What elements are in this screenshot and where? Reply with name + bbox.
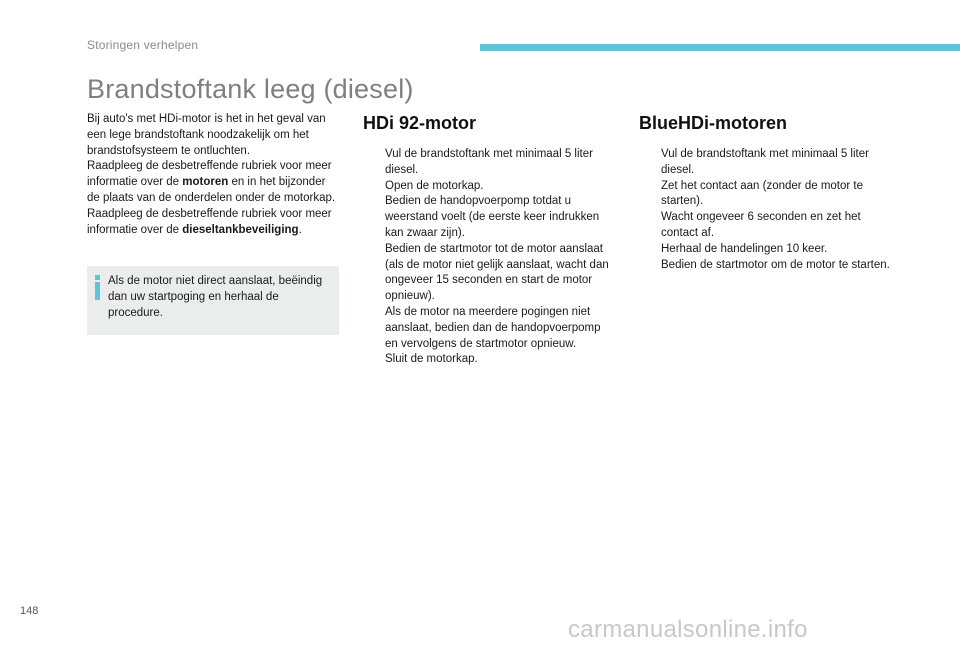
- list-item: Herhaal de handelingen 10 keer.: [661, 242, 828, 255]
- intro-paragraph-2: [87, 159, 339, 206]
- watermark: carmanualsonline.info: [568, 616, 808, 643]
- list-item: Bedien de startmotor om de motor te starten.: [661, 258, 890, 271]
- section-accent-bar: [480, 44, 960, 51]
- intro-column: [87, 112, 339, 335]
- bluehdi-column: [639, 112, 891, 273]
- info-note-text: Als de motor niet direct aanslaat, beëindig dan uw startpoging en herhaal de procedure.: [108, 275, 323, 319]
- intro-text: [87, 112, 339, 238]
- motoren-link-text: motoren: [182, 176, 229, 189]
- intro-p2-text: Raadpleeg de desbetreffende rubriek voor meer informatie over de: [87, 160, 332, 189]
- intro-p3-text-end: .: [298, 223, 302, 236]
- page-title: Brandstoftank leeg (diesel): [87, 74, 414, 104]
- bluehdi-steps-list: [639, 147, 891, 273]
- intro-paragraph-3: [87, 207, 339, 239]
- info-icon: [95, 275, 101, 303]
- intro-p3-text: Raadpleeg de desbetreffende rubriek voor meer informatie over de: [87, 207, 332, 236]
- hdi-steps-list: [363, 147, 615, 368]
- dieseltankbeveiliging-link-text: dieseltankbeveiliging: [182, 223, 299, 236]
- list-item: Vul de brandstoftank met minimaal 5 liter diesel.: [661, 148, 869, 176]
- bluehdi-heading: BlueHDi-motoren: [639, 113, 787, 133]
- intro-p2-text-end: en in het bijzonder de plaats van de onderdelen onder de motorkap.: [87, 176, 336, 204]
- hdi-column: [363, 112, 615, 368]
- info-note-box: [87, 266, 339, 334]
- list-item: Als de motor na meerdere pogingen niet aanslaat, bedien dan de handopvoerpomp en vervolgens de startmotor opnieuw.: [385, 305, 601, 350]
- list-item: Bedien de handopvoerpomp totdat u weerstand voelt (de eerste keer indrukken kan zwaar zijn).: [385, 195, 600, 239]
- list-item: Open de motorkap.: [385, 179, 484, 192]
- intro-paragraph-1: Bij auto's met HDi-motor is het in het geval van een lege brandstoftank noodzakelijk om het brandstofsysteem te ontluchten.: [87, 113, 326, 157]
- list-item: Vul de brandstoftank met minimaal 5 liter diesel.: [385, 148, 593, 176]
- list-item: Wacht ongeveer 6 seconden en zet het contact af.: [661, 211, 861, 239]
- list-item: Sluit de motorkap.: [385, 353, 478, 366]
- list-item: Bedien de startmotor tot de motor aanslaat (als de motor niet gelijk aanslaat, wacht dan ongeveer 15 seconden en start de motor opnieuw).: [385, 242, 609, 303]
- section-label: Storingen verhelpen: [87, 38, 199, 52]
- hdi-heading: HDi 92-motor: [363, 113, 477, 133]
- page-number: 148: [20, 605, 39, 617]
- list-item: Zet het contact aan (zonder de motor te starten).: [661, 179, 864, 208]
